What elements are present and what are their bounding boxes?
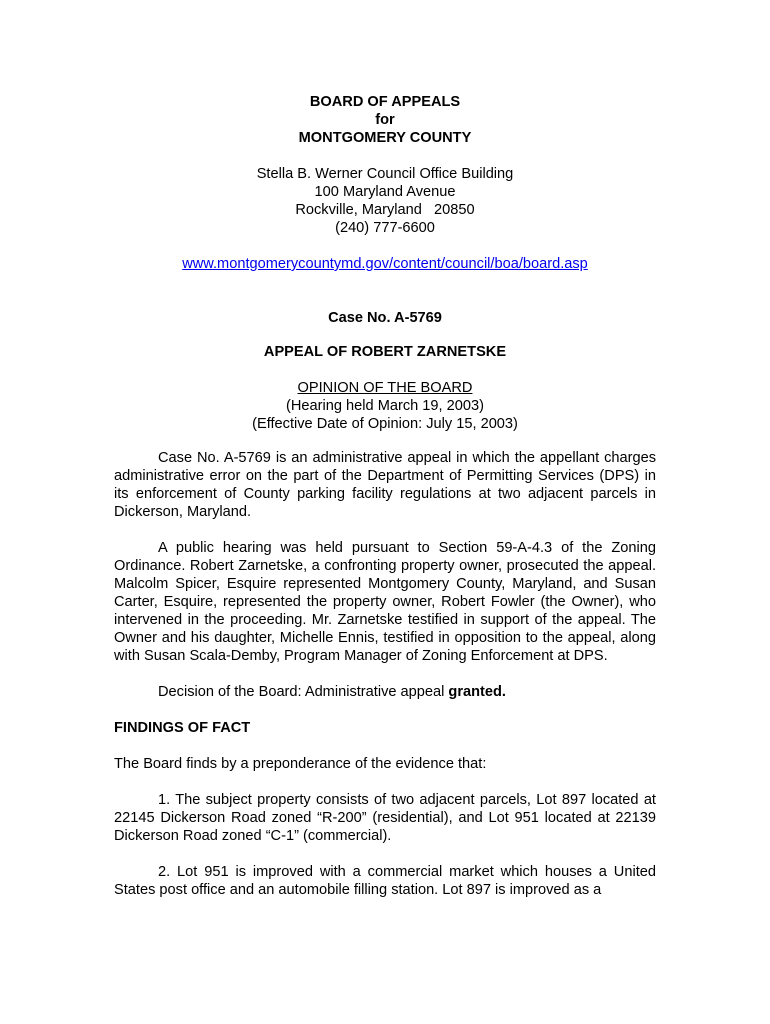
address-street: 100 Maryland Avenue bbox=[314, 184, 456, 200]
opinion-effective-date: (Effective Date of Opinion: July 15, 2003) bbox=[252, 416, 518, 432]
findings-heading: FINDINGS OF FACT bbox=[114, 720, 251, 736]
decision-paragraph bbox=[114, 683, 656, 701]
intro-paragraph: Case No. A-5769 is an administrative appeal in which the appellant charges administrative error on the part of the Department of Permitting Services (DPS) in its enforcement of County parking facility regulations at two adjacent parcels in Dickerson, Maryland. bbox=[114, 450, 656, 520]
opinion-block bbox=[114, 379, 656, 433]
hearing-paragraph: A public hearing was held pursuant to Section 59-A-4.3 of the Zoning Ordinance. Robert Zarnetske, a confronting property owner, prosecuted the appeal. Malcolm Spicer, Esquire represented Montgomery County, Maryland, and Susan Carter, Esquire, represented the property owner, Robert Fowler (the Owner), who intervened in the proceeding. Mr. Zarnetske testified in support of the appeal. The Owner and his daughter, Michelle Ennis, testified in opposition to the appeal, along with Susan Scala-Demby, Program Manager of Zoning Enforcement at DPS. bbox=[114, 540, 656, 664]
header-line-2: for bbox=[375, 112, 395, 128]
address-city: Rockville, Maryland 20850 bbox=[295, 202, 475, 218]
address-building: Stella B. Werner Council Office Building bbox=[256, 166, 514, 182]
case-number: Case No. A-5769 bbox=[328, 310, 442, 326]
address-phone: (240) 777-6600 bbox=[335, 220, 435, 236]
header-line-3: MONTGOMERY COUNTY bbox=[298, 130, 472, 146]
website-line bbox=[114, 255, 656, 273]
opinion-hearing-date: (Hearing held March 19, 2003) bbox=[286, 398, 484, 414]
appeal-title: APPEAL OF ROBERT ZARNETSKE bbox=[263, 344, 507, 360]
address-block bbox=[114, 165, 656, 237]
opinion-title: OPINION OF THE BOARD bbox=[297, 380, 473, 396]
decision-outcome: granted. bbox=[448, 684, 506, 700]
findings-lead: The Board finds by a preponderance of the evidence that: bbox=[114, 756, 487, 772]
decision-text: Decision of the Board: Administrative appeal bbox=[158, 684, 449, 700]
website-link[interactable]: www.montgomerycountymd.gov/content/council/boa/board.asp bbox=[182, 256, 588, 272]
finding-item-1: 1. The subject property consists of two adjacent parcels, Lot 897 located at 22145 Dickerson Road zoned “R-200” (residential), and Lot 951 located at 22139 Dickerson Road zoned “C-1” (commercial). bbox=[114, 792, 656, 844]
finding-item-2: 2. Lot 951 is improved with a commercial market which houses a United States post office and an automobile filling station. Lot 897 is improved as a bbox=[114, 864, 656, 898]
header-line-1: BOARD OF APPEALS bbox=[309, 94, 461, 110]
letterhead bbox=[114, 93, 656, 147]
